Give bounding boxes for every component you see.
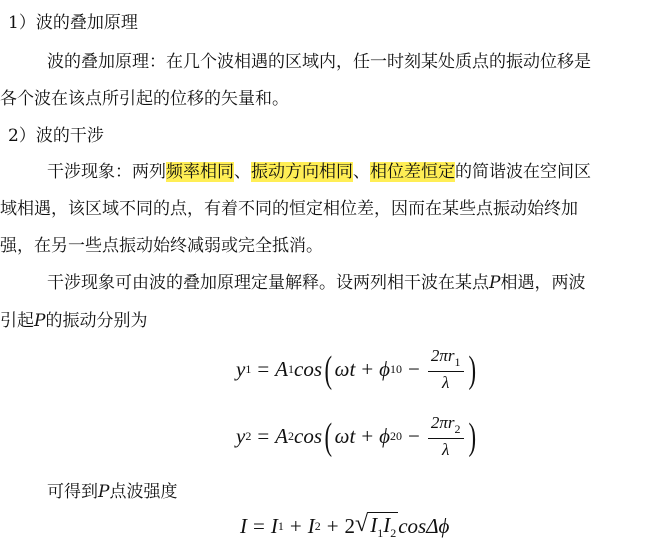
paragraph-line: 干涉现象：两列频率相同、振动方向相同、相位差恒定的简谐波在空间区	[47, 162, 591, 182]
section-heading-2: 2）波的干涉	[8, 126, 104, 146]
equation-y1: y 1 = A 1 cos ( ωt + ϕ 10 − $\frac{2\pi r_1}{\lambda}$ )	[236, 346, 476, 392]
paragraph-line: 波的叠加原理：在几个波相遇的区域内，任一时刻某处质点的振动位移是	[47, 52, 591, 72]
highlight-phase: 相位差恒定	[370, 162, 455, 182]
paragraph-line: 干涉现象可由波的叠加原理定量解释。设两列相干波在某点P相遇，两波	[47, 273, 586, 293]
paragraph-line: 各个波在该点所引起的位移的矢量和。	[0, 89, 289, 109]
paragraph-line: 强，在另一些点振动始终减弱或完全抵消。	[0, 236, 323, 256]
highlight-direction: 振动方向相同	[251, 162, 353, 182]
paragraph-line: 可得到P点波强度	[47, 482, 178, 502]
equation-intensity: I = I 1 + I 2 + 2 √ $I_1I_2$ cosΔϕ	[240, 511, 450, 540]
paragraph-line: 引起P的振动分别为	[0, 311, 148, 331]
paragraph-line: 域相遇，该区域不同的点，有着不同的恒定相位差，因而在某些点振动始终加	[0, 199, 578, 219]
highlight-frequency: 频率相同	[166, 162, 234, 182]
equation-y2: y 2 = A 2 cos ( ωt + ϕ 20 − $\frac{2\pi r_2}{\lambda}$ )	[236, 413, 476, 459]
section-heading-1: 1）波的叠加原理	[8, 13, 138, 33]
